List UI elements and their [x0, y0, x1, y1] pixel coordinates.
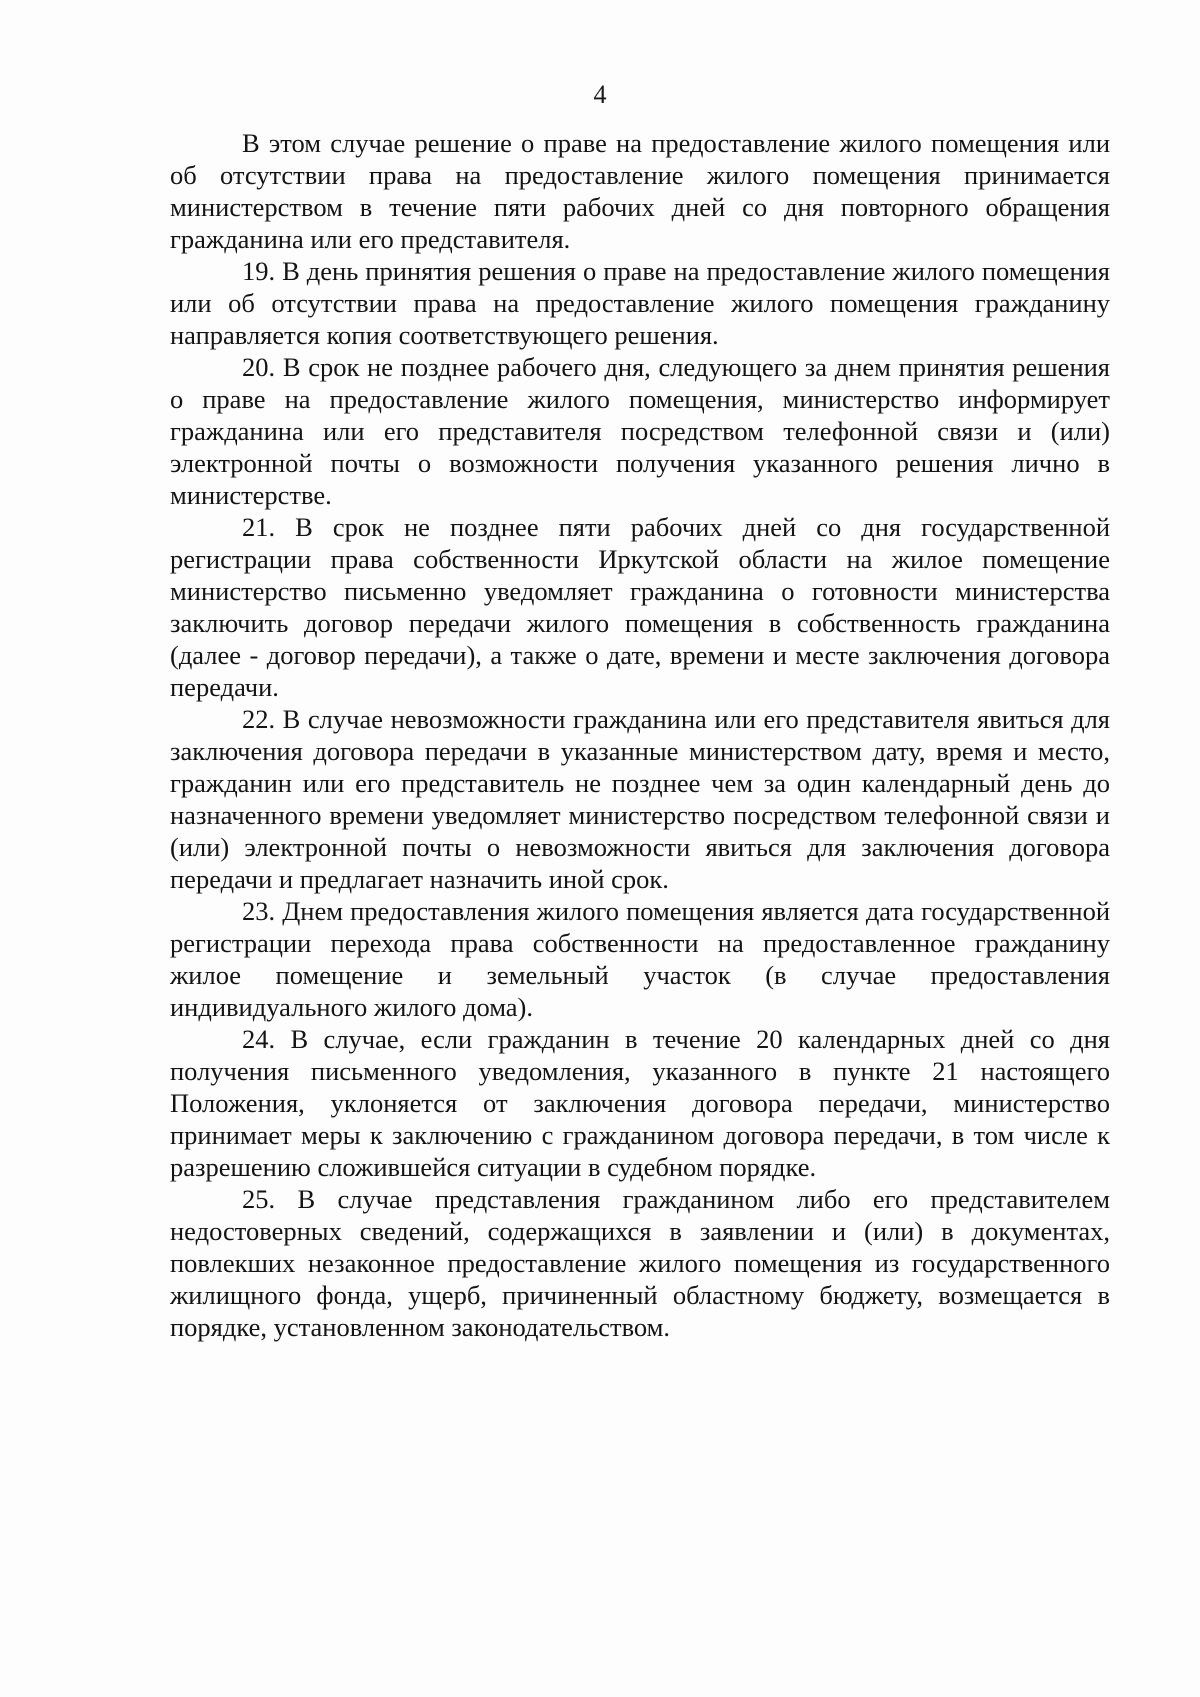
paragraph-20: 20. В срок не позднее рабочего дня, следующего за днем принятия решения о праве на предоставление жилого помещения, министерство информирует гражданина или его представителя посредством телефонной связи и (или) электронной почты о возможности получения указанного решения лично в министерстве. [170, 352, 1110, 510]
paragraph-continuation: В этом случае решение о праве на предоставление жилого помещения или об отсутствии права на предоставление жилого помещения принимается министерством в течение пяти рабочих дней со дня повторного обращения гражданина или его представителя. [170, 128, 1110, 254]
document-body [170, 127, 1110, 1343]
paragraph-24: 24. В случае, если гражданин в течение 20 календарных дней со дня получения письменного уведомления, указанного в пункте 21 настоящего Положения, уклоняется от заключения договора передачи, министерство принимает меры к заключению с гражданином договора передачи, в том числе к разрешению сложившейся ситуации в судебном порядке. [170, 1024, 1110, 1182]
paragraph-19: 19. В день принятия решения о праве на предоставление жилого помещения или об отсутствии права на предоставление жилого помещения гражданину направляется копия соответствующего решения. [170, 256, 1110, 350]
page-number: 4 [593, 80, 607, 109]
paragraph-21: 21. В срок не позднее пяти рабочих дней со дня государственной регистрации права собственности Иркутской области на жилое помещение министерство письменно уведомляет гражданина о готовности министерства заключить договор передачи жилого помещения в собственность гражданина (далее - договор передачи), а также о дате, времени и месте заключения договора передачи. [170, 512, 1110, 702]
paragraph-23: 23. Днем предоставления жилого помещения является дата государственной регистрации перехода права собственности на предоставленное гражданину жилое помещение и земельный участок (в случае предоставления индивидуального жилого дома). [170, 896, 1110, 1022]
paragraph-22: 22. В случае невозможности гражданина или его представителя явиться для заключения договора передачи в указанные министерством дату, время и место, гражданин или его представитель не позднее чем за один календарный день до назначенного времени уведомляет министерство посредством телефонной связи и (или) электронной почты о невозможности явиться для заключения договора передачи и предлагает назначить иной срок. [170, 704, 1110, 894]
paragraph-25: 25. В случае представления гражданином либо его представителем недостоверных сведений, содержащихся в заявлении и (или) в документах, повлекших незаконное предоставление жилого помещения из государственного жилищного фонда, ущерб, причиненный областному бюджету, возмещается в порядке, установленном законодательством. [170, 1184, 1110, 1342]
